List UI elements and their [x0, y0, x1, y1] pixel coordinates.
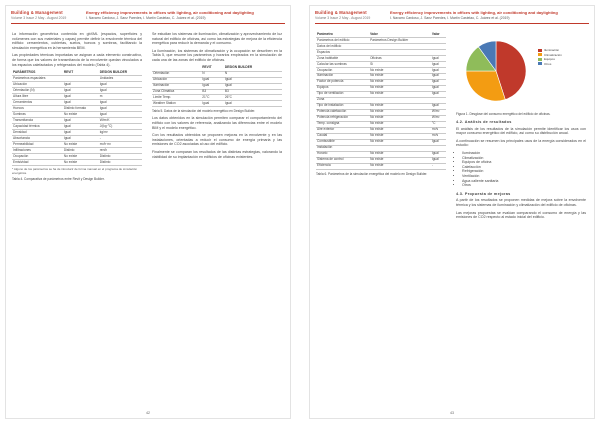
list-item: • Agua caliente sanitaria: [462, 179, 586, 184]
table-cell: kg/m³: [99, 130, 142, 136]
table-cell: Calcular las sombras: [316, 61, 369, 67]
table-cell: Distinto: [99, 153, 142, 159]
list-item: • Ventilación: [462, 174, 586, 179]
table-cell: J/(kg·°C): [99, 124, 142, 130]
table-cell: Igual: [431, 157, 446, 163]
table-cell: Parámetros Design Builder: [369, 37, 431, 43]
table-cell: m³/h·m²: [99, 141, 142, 147]
table-cell: 21°C: [201, 95, 224, 101]
table-cell: No existe: [369, 91, 431, 97]
table-cell: Igual: [431, 91, 446, 97]
table-cell: Tipo de instalación: [316, 103, 369, 109]
table-cell: Parámetros espaciales: [12, 76, 63, 82]
table-header: REVIT: [201, 66, 224, 71]
table-cell: Orientación (N): [12, 88, 63, 94]
table-cell: °C: [431, 121, 446, 127]
table-cell: No existe: [369, 67, 431, 73]
figure-caption: Figura 1. Desglose del consumo energético del edificio de oficinas.: [456, 112, 551, 116]
paragraph: El análisis de los resultados de la simulación permite identificar los usos con mayor consumo energético del edificio, así como su distribución anual.: [456, 126, 586, 136]
table-cell: No existe: [369, 157, 431, 163]
issue-info: Volume 3 Issue 2 May - August 2019: [315, 16, 371, 20]
paragraph: A continuación se resumen los principales usos de la energía considerados en el estudio:: [456, 138, 586, 148]
table-cell: Igual: [63, 135, 99, 141]
table-cell: No existe: [369, 151, 431, 157]
table-header: DESIGN BUILDER: [99, 70, 142, 75]
table-cell: Capacidad térmica: [12, 124, 63, 130]
journal-name: Building & Management: [315, 10, 367, 15]
design-builder-parameters-table: [316, 32, 446, 170]
right-page: [310, 6, 594, 418]
legend-label: Equipos: [544, 57, 555, 62]
table-cell: Aire exterior: [316, 127, 369, 133]
header-rule: [315, 23, 589, 24]
issue-info: Volume 3 Issue 2 May - August 2019: [11, 16, 67, 20]
running-authors: I. Navarro Cardoso, J. Sanz Paredes, I. Martín Castelao, C. Juárez et al. (2019): [86, 16, 206, 20]
table-cell: Igual: [99, 106, 142, 112]
table-cell: Altura libre: [12, 94, 63, 100]
table-cell: Igual: [63, 88, 99, 94]
table-note: * Alguno de los parámetros se ha de introducir de forma manual en el programa de simulación energética.: [12, 166, 138, 175]
table-cell: Iluminación: [152, 83, 201, 89]
table-cell: Unidades: [99, 76, 142, 82]
table-cell: Ocupación: [12, 153, 63, 159]
table-cell: No existe: [369, 139, 431, 145]
table-cell: Instalación: [316, 145, 369, 151]
table-cell: Equipos: [316, 85, 369, 91]
table-cell: Igual: [99, 100, 142, 106]
table-cell: Zona Climática: [152, 89, 201, 95]
table-cell: Permeabilidad: [12, 141, 63, 147]
page-number: 43: [450, 411, 454, 415]
table-cell: Tipo de ventilación: [316, 91, 369, 97]
table-cell: Igual: [63, 100, 99, 106]
page-header: [6, 6, 290, 32]
table-cell: No existe: [369, 115, 431, 121]
table-cell: W/m²: [431, 109, 446, 115]
table-cell: Weather Station: [152, 101, 201, 107]
legend-label: Climatización: [544, 52, 562, 57]
table-body: [316, 37, 446, 169]
paragraph: A partir de los resultados se proponen medidas de mejora sobre la envolvente térmica y los sistemas de iluminación y climatización del edificio de oficinas.: [456, 198, 586, 207]
table-cell: Combustible: [316, 139, 369, 145]
table-cell: No existe: [369, 85, 431, 91]
table-cell: m: [99, 94, 142, 100]
paragraph: Las mejoras propuestas se evalúan comparando el consumo de energía y las emisiones de CO2 respecto al estado inicial del edificio.: [456, 210, 586, 220]
table-cell: B3: [224, 89, 282, 95]
table-caption: Tabla 4. Comparativa de parámetros entre Revit y Design Builder.: [12, 177, 105, 182]
right-column-1: [316, 32, 446, 179]
page-number: 42: [146, 411, 150, 415]
pie-chart-svg: [456, 32, 536, 110]
table-cell: Zona habitable: [316, 55, 369, 61]
table-cell: Igual: [99, 112, 142, 118]
table-cell: Distinto: [99, 159, 142, 165]
simulation-table: [152, 66, 282, 108]
journal-name: Building & Management: [11, 10, 63, 15]
table-cell: Orientación: [152, 71, 201, 77]
table-cell: No existe: [369, 163, 431, 169]
table-cell: Distinto formato: [63, 106, 99, 112]
table-cell: ren/h: [99, 147, 142, 153]
right-column-2: [456, 32, 586, 223]
table-cell: B3: [201, 89, 224, 95]
table-cell: Ubicación: [152, 77, 201, 83]
table-cell: Igual: [224, 77, 282, 83]
table-cell: Igual: [431, 67, 446, 73]
paragraph: La iluminación, los sistemas de climatización y la ocupación se describen en la Tabla 5, que resume los parámetros y horarios empleados en la simulación de cada una de las zonas del edificio de oficinas.: [152, 48, 282, 62]
table-cell: Igual: [99, 88, 142, 94]
table-header: Valor: [431, 32, 446, 37]
table-cell: No existe: [369, 121, 431, 127]
table-body: [152, 71, 282, 107]
table-cell: Igual: [201, 101, 224, 107]
table-cell: Datos del edificio: [316, 43, 369, 49]
table-cell: No existe: [369, 73, 431, 79]
table-cell: Sí: [369, 61, 431, 67]
table-cell: Igual: [224, 83, 282, 89]
page-header: [310, 6, 594, 32]
list-item: • Iluminación: [462, 151, 586, 156]
legend-swatch: [538, 62, 542, 65]
table-cell: Igual: [63, 130, 99, 136]
table-header: DESIGN BUILDER: [224, 66, 282, 71]
parameters-table: [12, 70, 142, 166]
table-cell: Parámetros del edificio: [316, 37, 369, 43]
table-cell: Transmitancia: [12, 118, 63, 124]
table-cell: Igual: [431, 139, 446, 145]
table-cell: Zona: [316, 97, 369, 103]
table-cell: No existe: [63, 159, 99, 165]
table-cell: Ubicación: [12, 82, 63, 88]
table-cell: Cerramientos: [12, 100, 63, 106]
table-body: [12, 76, 142, 166]
table-cell: Igual: [63, 118, 99, 124]
table-cell: Oficinas: [369, 55, 431, 61]
table-cell: No existe: [369, 109, 431, 115]
running-title: Energy efficiency improvements in offices with lighting, air conditioning and daylighting: [86, 10, 254, 15]
table-row: [316, 163, 446, 169]
table-cell: Igual: [431, 85, 446, 91]
table-cell: No existe: [369, 133, 431, 139]
table-cell: Igual: [63, 82, 99, 88]
table-cell: Absortancia: [12, 135, 63, 141]
energy-uses-list: [456, 151, 586, 188]
table-cell: m³/s: [431, 127, 446, 133]
table-cell: No existe: [369, 79, 431, 85]
table-cell: N: [224, 71, 282, 77]
list-item: • Calefacción: [462, 165, 586, 170]
table-cell: No existe: [369, 103, 431, 109]
table-cell: Igual: [63, 94, 99, 100]
table-cell: Espacios: [316, 49, 369, 55]
legend-label: Otros: [544, 61, 552, 66]
table-cell: Igual: [431, 79, 446, 85]
table-cell: Igual: [431, 103, 446, 109]
table-cell: Igual: [431, 151, 446, 157]
table-cell: No existe: [369, 127, 431, 133]
table-header: Parámetro: [316, 32, 369, 37]
chart-legend: [538, 48, 562, 66]
running-title: Energy efficiency improvements in offices with lighting, air conditioning and daylighting: [390, 10, 558, 15]
list-item: • Refrigeración: [462, 169, 586, 174]
table-cell: Igual: [63, 124, 99, 130]
table-cell: Límite Temp.: [152, 95, 201, 101]
legend-swatch: [538, 49, 542, 52]
paragraph: Los datos obtenidos en la simulación permiten comparar el comportamiento del edificio con los valores de referencia, analizando las diferencias entre el modelo BIM y el modelo energético.: [152, 116, 282, 130]
table-cell: Igual: [201, 83, 224, 89]
table-cell: Eficiencia: [316, 163, 369, 169]
table-cell: Emisividad: [12, 159, 63, 165]
legend-label: Iluminación: [544, 48, 560, 52]
table-header: Valor: [369, 32, 431, 37]
table-row: [152, 101, 282, 107]
running-authors: I. Navarro Cardoso, J. Sanz Paredes, I. Martín Castelao, C. Juárez et al. (2019): [390, 16, 510, 20]
table-cell: Horario: [316, 151, 369, 157]
table-cell: Temp. consigna: [316, 121, 369, 127]
section-heading: 4.2. Análisis de resultados: [456, 120, 512, 124]
list-item: • Otros: [462, 183, 586, 188]
table-cell: Caudal: [316, 133, 369, 139]
table-cell: Igual: [224, 101, 282, 107]
left-page: [6, 6, 290, 418]
table-cell: Distinto: [63, 147, 99, 153]
table-cell: No existe: [63, 112, 99, 118]
table-cell: W/m²K: [99, 118, 142, 124]
paragraph: Se estudian los sistemas de iluminación, climatización y aprovechamiento de luz natural del edificio de oficinas, así como las estrategias de mejora de la eficiencia energética para reducir la demanda y el consumo.: [152, 32, 282, 46]
table-cell: Potencia calefacción: [316, 109, 369, 115]
table-cell: Densidad: [12, 130, 63, 136]
legend-swatch: [538, 53, 542, 56]
left-column-2: [152, 32, 282, 162]
table-cell: Igual: [99, 82, 142, 88]
paragraph: Las propiedades térmicas importadas se asignan a cada elemento constructivo, de forma que los valores de transmitancia de la envolvente quedan vinculados a los espacios calefactados y refrigerados del modelo (Tabla 4).: [12, 53, 142, 67]
paragraph: Finalmente se comparan los resultados de las distintas estrategias, valorando la viabilidad de su implantación en edificios de oficinas existentes.: [152, 150, 282, 159]
table-cell: -: [431, 163, 446, 169]
left-column-1: [12, 32, 142, 184]
list-item: • Climatización: [462, 156, 586, 161]
paragraph: La información geométrica contenida en gbXML (espacios, superficies y volúmenes con sus materiales y capas) permite definir la envolvente térmica del edificio: cerramientos, cubiertas, suelos, huecos y sombras, facilitando la simulación energética en la herramienta BEM.: [12, 32, 142, 50]
table-cell: Igual: [201, 77, 224, 83]
energy-pie-chart: [456, 32, 586, 110]
table-header: PARÁMETROS: [12, 70, 63, 75]
table-cell: Igual: [431, 73, 446, 79]
table-cell: N: [201, 71, 224, 77]
table-cell: Factor de potencia: [316, 79, 369, 85]
legend-entry: [538, 62, 562, 67]
table-cell: No existe: [63, 141, 99, 147]
header-rule: [11, 23, 285, 24]
table-header: REVIT: [63, 70, 99, 75]
table-cell: No existe: [63, 153, 99, 159]
list-item: • Equipos de oficina: [462, 160, 586, 165]
table-cell: Sistema de control: [316, 157, 369, 163]
paragraph: Con los resultados obtenidos se proponen mejoras en la envolvente y en las instalaciones, orientadas a reducir el consumo de energía primaria y las emisiones de CO2 asociadas al uso del edificio.: [152, 133, 282, 147]
table-row: [12, 159, 142, 165]
table-cell: Ocupación: [316, 67, 369, 73]
table-caption: Tabla 6. Parámetros de la simulación energética del modelo en Design Builder.: [316, 171, 428, 176]
section-heading: 4.3. Propuesta de mejoras: [456, 191, 511, 196]
table-caption: Tabla 5. Datos de la simulación del modelo energético en Design Builder.: [152, 109, 256, 114]
legend-swatch: [538, 58, 542, 61]
table-cell: -: [99, 135, 142, 141]
table-cell: Iluminación: [316, 73, 369, 79]
table-cell: Huecos: [12, 106, 63, 112]
table-cell: 26°C: [224, 95, 282, 101]
table-cell: Potencia refrigeración: [316, 115, 369, 121]
table-cell: m³/s: [431, 133, 446, 139]
table-cell: W/m²: [431, 115, 446, 121]
table-cell: Igual: [431, 61, 446, 67]
table-cell: Infiltraciones: [12, 147, 63, 153]
table-cell: Igual: [431, 55, 446, 61]
table-cell: Sombras: [12, 112, 63, 118]
